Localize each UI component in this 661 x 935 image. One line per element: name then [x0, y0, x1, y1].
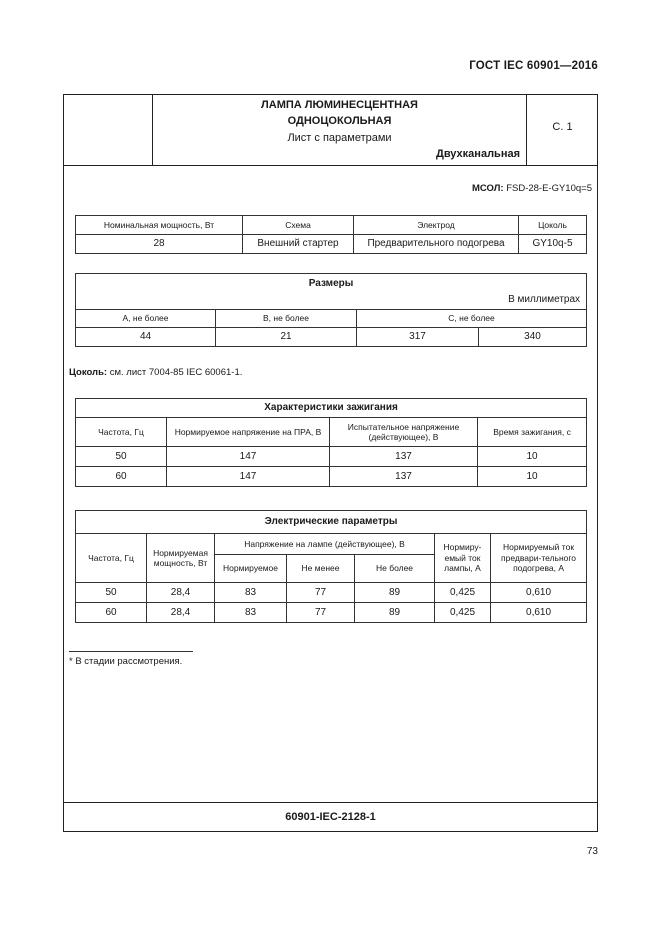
- header-dim-c: С, не более: [357, 310, 587, 328]
- header-base: Цоколь: [519, 216, 587, 235]
- ignition-row-1-ballast-voltage: 147: [167, 447, 330, 467]
- electrical-row-1-preheat-current: 0,610: [491, 583, 587, 603]
- header-divider: [63, 165, 598, 166]
- ignition-header-ignition-time: Время зажигания, с: [478, 418, 587, 447]
- title-line-1: ЛАМПА ЛЮМИНЕСЦЕНТНАЯ: [261, 99, 418, 111]
- mcol-label: МСОЛ:: [472, 183, 504, 194]
- dimensions-table: [75, 273, 587, 347]
- mcol-value: FSD-28-E-GY10q=5: [506, 183, 592, 194]
- electrical-row-1-voltage-max: 89: [355, 583, 435, 603]
- electrical-table: [75, 510, 587, 623]
- header-electrode: Электрод: [354, 216, 519, 235]
- sheet-designation: 60901-IEC-2128-1: [285, 811, 376, 823]
- mcol-designation: [300, 183, 592, 194]
- dim-c-value-2: 340: [479, 328, 587, 347]
- electrical-row-2-preheat-current: 0,610: [491, 603, 587, 623]
- base-note-label: Цоколь:: [69, 367, 108, 378]
- electrical-row-2-frequency: 60: [76, 603, 147, 623]
- ignition-title: Характеристики зажигания: [76, 399, 587, 418]
- electrical-row-2-voltage-min: 77: [287, 603, 355, 623]
- lamp-subtype: Двухканальная: [435, 148, 520, 160]
- electrical-row-1-current: 0,425: [435, 583, 491, 603]
- footnote: * В стадии рассмотрения.: [69, 656, 183, 667]
- electrical-row-2-voltage-max: 89: [355, 603, 435, 623]
- footer-divider: [63, 802, 598, 803]
- electrical-row-2-power: 28,4: [147, 603, 215, 623]
- electrical-header-voltage-norm: Нормируемое: [215, 555, 287, 583]
- dim-a-value: 44: [76, 328, 216, 347]
- dim-b-value: 21: [216, 328, 357, 347]
- electrical-header-current: Нормиру-емый ток лампы, А: [435, 534, 491, 583]
- dim-c-value-1: 317: [357, 328, 479, 347]
- electrical-header-voltage-max: Не более: [355, 555, 435, 583]
- ignition-header-test-voltage: Испытательное напряжение (действующее), В: [330, 418, 478, 447]
- nominal-power-value: 28: [76, 235, 243, 254]
- electrical-row-1-voltage-min: 77: [287, 583, 355, 603]
- electrical-header-voltage: Напряжение на лампе (действующее), В: [215, 534, 435, 555]
- electrode-value: Предварительного подогрева: [354, 235, 519, 254]
- electrical-row-2-current: 0,425: [435, 603, 491, 623]
- header-dim-a: А, не более: [76, 310, 216, 328]
- main-parameters-table: [75, 215, 587, 254]
- ignition-row-2-ballast-voltage: 147: [167, 467, 330, 487]
- ignition-header-frequency: Частота, Гц: [76, 418, 167, 447]
- electrical-row-1-power: 28,4: [147, 583, 215, 603]
- circuit-value: Внешний стартер: [243, 235, 354, 254]
- header-circuit: Схема: [243, 216, 354, 235]
- electrical-header-frequency: Частота, Гц: [76, 534, 147, 583]
- electrical-header-power: Нормируемая мощность, Вт: [147, 534, 215, 583]
- header-dim-b: В, не более: [216, 310, 357, 328]
- ignition-row-2-test-voltage: 137: [330, 467, 478, 487]
- ignition-row-2-time: 10: [478, 467, 587, 487]
- electrical-header-voltage-min: Не менее: [287, 555, 355, 583]
- header-nominal-power: Номинальная мощность, Вт: [76, 216, 243, 235]
- page-number: 73: [586, 846, 598, 857]
- base-note-text: см. лист 7004-85 IEC 60061-1.: [107, 367, 243, 378]
- subtitle: Лист с параметрами: [287, 132, 392, 144]
- electrical-row-2-voltage-norm: 83: [215, 603, 287, 623]
- ignition-row-1-test-voltage: 137: [330, 447, 478, 467]
- sheet-number: С. 1: [552, 121, 573, 133]
- electrical-title: Электрические параметры: [76, 511, 587, 534]
- electrical-row-1-voltage-norm: 83: [215, 583, 287, 603]
- ignition-row-1-time: 10: [478, 447, 587, 467]
- ignition-row-1-frequency: 50: [76, 447, 167, 467]
- dimensions-title: Размеры: [308, 278, 354, 289]
- dimensions-header-cell: [76, 274, 587, 310]
- ignition-row-2-frequency: 60: [76, 467, 167, 487]
- base-value: GY10q-5: [519, 235, 587, 254]
- electrical-header-preheat-current: Нормируемый ток предвари-тельного подогрева, А: [491, 534, 587, 583]
- footnote-rule: [69, 651, 193, 652]
- dimensions-unit: В миллиметрах: [508, 294, 581, 305]
- ignition-table: [75, 398, 587, 487]
- standard-code: ГОСТ IEC 60901—2016: [469, 60, 598, 72]
- electrical-row-1-frequency: 50: [76, 583, 147, 603]
- ignition-header-ballast-voltage: Нормируемое напряжение на ПРА, В: [167, 418, 330, 447]
- base-note: [69, 367, 242, 378]
- title-line-2: ОДНОЦОКОЛЬНАЯ: [287, 115, 392, 127]
